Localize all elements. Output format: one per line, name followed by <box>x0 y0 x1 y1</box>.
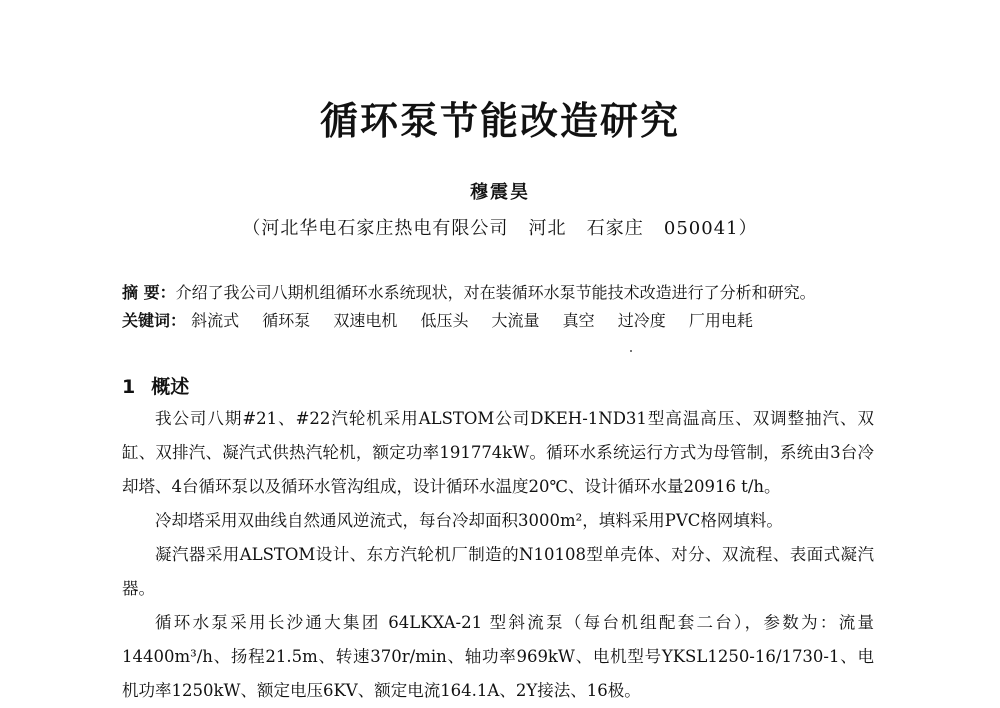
keyword: 真空 <box>562 311 595 330</box>
paragraph: 循环水泵采用长沙通大集团 64LKXA-21 型斜流泵（每台机组配套二台），参数为：流量14400m³/h、扬程21.5m、转速370r/min、轴功率969kW、电机型号YKSL1250-16/1730-1、电机功率1250kW、额定电压6KV、额定电流164.1A、2Y接法、16极。 <box>122 613 874 700</box>
keyword: 低压头 <box>420 311 469 330</box>
paper-title: 循环泵节能改造研究 <box>319 99 680 143</box>
keyword: 厂用电耗 <box>688 311 753 330</box>
scan-speck <box>630 350 632 352</box>
keyword: 大流量 <box>491 311 540 330</box>
paragraph: 凝汽器采用ALSTOM设计、东方汽轮机厂制造的N10108型单壳体、对分、双流程、表面式凝汽器。 <box>122 545 874 598</box>
section-heading <box>122 372 189 399</box>
section-body <box>122 402 874 708</box>
keywords <box>122 308 892 331</box>
keyword: 双速电机 <box>333 311 398 330</box>
keywords-label: 关键词： <box>122 311 187 330</box>
abstract-text: 介绍了我公司八期机组循环水系统现状，对在装循环水泵节能技术改造进行了分析和研究。 <box>175 283 816 302</box>
paragraph: 冷却塔采用双曲线自然通风逆流式，每台冷却面积3000m²，填料采用PVC格网填料。 <box>155 511 783 530</box>
section-number: 1 <box>122 376 136 398</box>
affiliation: （河北华电石家庄热电有限公司 河北 石家庄 050041） <box>242 218 758 239</box>
keyword: 过冷度 <box>617 311 666 330</box>
author-name: 穆震昊 <box>470 182 530 203</box>
paragraph: 我公司八期#21、#22汽轮机采用ALSTOM公司DKEH-1ND31型高温高压、双调整抽汽、双缸、双排汽、凝汽式供热汽轮机，额定功率191774kW。循环水系统运行方式为母管制，系统由3台冷却塔、4台循环泵以及循环水管沟组成，设计循环水温度20℃、设计循环水量20916 t/h。 <box>122 409 874 496</box>
abstract-label: 摘 要： <box>122 283 176 302</box>
keyword: 循环泵 <box>262 311 311 330</box>
keyword: 斜流式 <box>191 311 240 330</box>
abstract <box>122 280 892 303</box>
section-title: 概述 <box>151 376 190 398</box>
